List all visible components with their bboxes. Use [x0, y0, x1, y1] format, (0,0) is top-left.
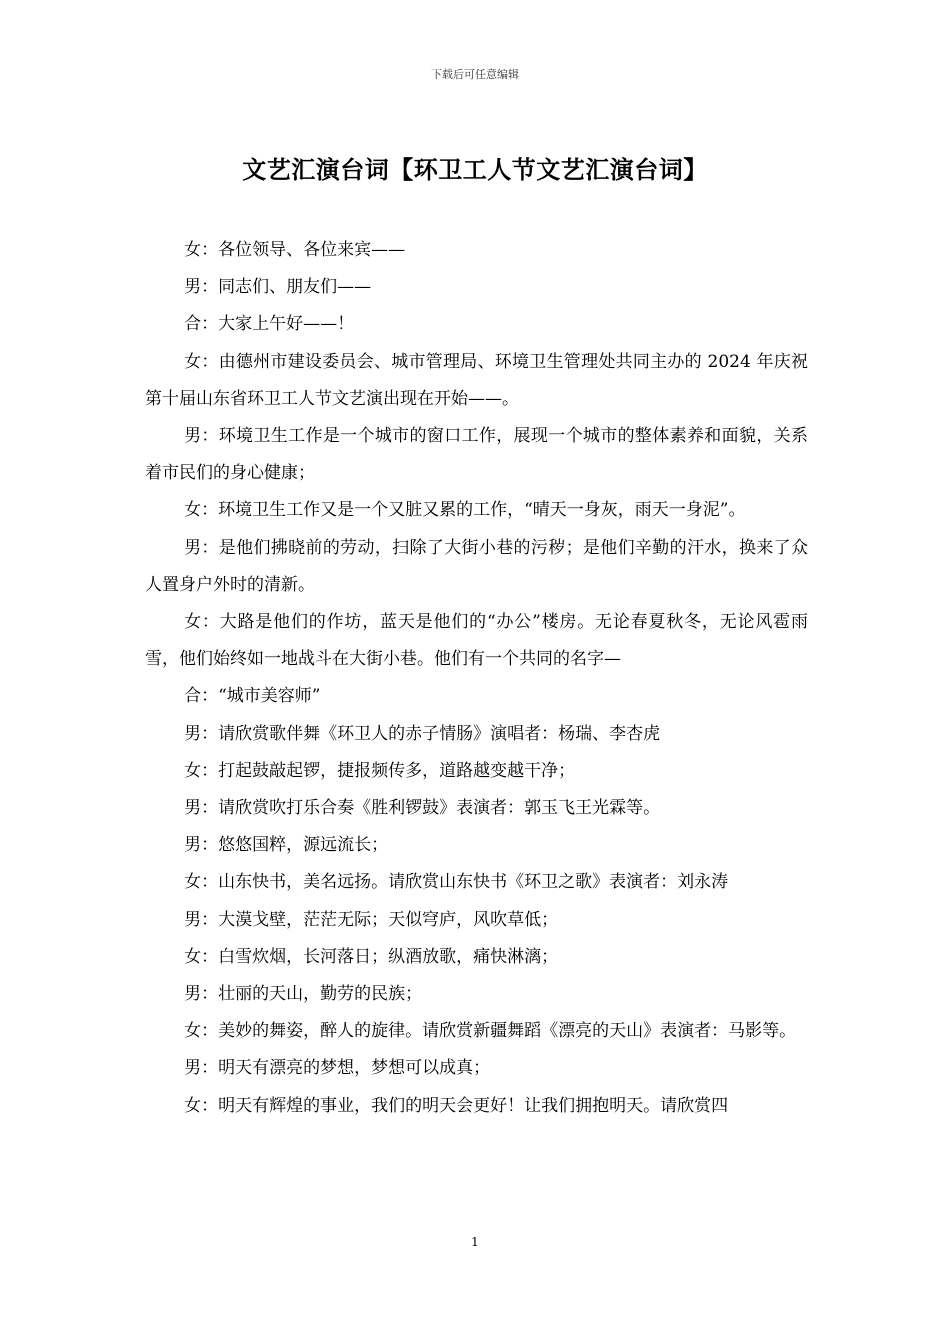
paragraph: 男：是他们拂晓前的劳动，扫除了大街小巷的污秽；是他们辛勤的汗水，换来了众人置身户外时的清新。 [145, 537, 808, 595]
paragraph: 女：山东快书，美名远扬。请欣赏山东快书《环卫之歌》表演者：刘永涛 [184, 872, 729, 893]
paragraph: 合：“城市美容师” [184, 686, 321, 707]
paragraph: 女：大路是他们的作坊，蓝天是他们的“办公”楼房。无论春夏秋冬，无论风雹雨雪，他们始终如一地战斗在大街小巷。他们有一个共同的名字— [145, 612, 808, 670]
paragraph: 女：明天有辉煌的事业，我们的明天会更好！让我们拥抱明天。请欣赏四 [184, 1095, 729, 1116]
paragraph: 女：美妙的舞姿，醉人的旋律。请欣赏新疆舞蹈《漂亮的天山》表演者：马影等。 [184, 1021, 797, 1042]
paragraph: 男：请欣赏吹打乐合奏《胜利锣鼓》表演者：郭玉飞王光霖等。 [184, 798, 661, 819]
document-title: 文艺汇演台词【环卫工人节文艺汇演台词】 [242, 156, 708, 184]
paragraph: 男：悠悠国粹，源远流长； [184, 835, 389, 856]
document-body [145, 232, 808, 1125]
paragraph: 女：白雪炊烟，长河落日；纵酒放歌，痛快淋漓； [184, 946, 559, 967]
paragraph: 女：打起鼓敲起锣，捷报频传多，道路越变越干净； [184, 760, 576, 781]
paragraph: 男：同志们、朋友们—— [184, 277, 372, 298]
paragraph: 女：各位领导、各位来宾—— [184, 240, 406, 260]
paragraph: 合：大家上午好——！ [184, 314, 355, 335]
page-number: 1 [471, 1235, 479, 1249]
paragraph: 男：明天有漂亮的梦想，梦想可以成真； [184, 1058, 491, 1079]
paragraph: 男：壮丽的天山，勤劳的民族； [184, 984, 423, 1005]
paragraph: 女：由德州市建设委员会、城市管理局、环境卫生管理处共同主办的 2024 年庆祝第十届山东省环卫工人节文艺演出现在开始——。 [145, 351, 808, 409]
paragraph: 女：环境卫生工作又是一个又脏又累的工作，“晴天一身灰，雨天一身泥”。 [184, 500, 746, 521]
paragraph: 男：环境卫生工作是一个城市的窗口工作，展现一个城市的整体素养和面貌，关系着市民们的身心健康； [145, 426, 808, 484]
header-note: 下载后可任意编辑 [431, 68, 519, 81]
paragraph: 男：请欣赏歌伴舞《环卫人的赤子情肠》演唱者：杨瑞、李杏虎 [184, 723, 661, 744]
paragraph: 男：大漠戈壁，茫茫无际；天似穹庐，风吹草低； [184, 909, 559, 930]
